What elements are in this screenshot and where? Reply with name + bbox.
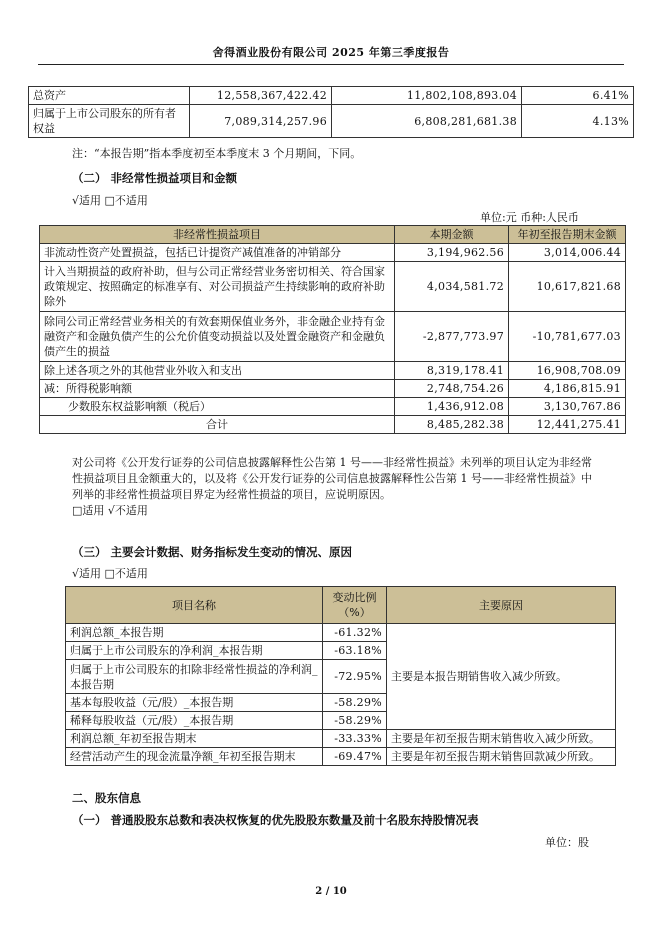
table-row bbox=[29, 87, 634, 105]
report-header-title: 舍得酒业股份有限公司 2025 年第三季度报告 bbox=[212, 46, 450, 59]
ratio-header-line2: （%） bbox=[338, 606, 371, 619]
col-header-current: 本期金额 bbox=[395, 226, 509, 244]
current-amount: -2,877,773.97 bbox=[395, 312, 509, 362]
item-cell: 利润总额_本报告期 bbox=[66, 624, 323, 642]
col-header-ratio bbox=[323, 587, 387, 624]
current-value: 7,089,314,257.96 bbox=[190, 105, 332, 138]
ratio-cell: -61.32% bbox=[323, 624, 387, 642]
merged-reason-cell: 主要是本报告期销售收入减少所致。 bbox=[387, 624, 616, 730]
col-header-ytd: 年初至报告期末金额 bbox=[509, 226, 626, 244]
col-header-item: 非经常性损益项目 bbox=[40, 226, 395, 244]
ratio-cell: -58.29% bbox=[323, 712, 387, 730]
ytd-amount: 3,130,767.86 bbox=[509, 398, 626, 416]
disclosure-paragraph bbox=[72, 455, 597, 503]
table-row bbox=[66, 748, 616, 766]
col-header-reason: 主要原因 bbox=[387, 587, 616, 624]
col-header-item: 项目名称 bbox=[66, 587, 323, 624]
change-value: 4.13% bbox=[522, 105, 634, 138]
item-cell: 除同公司正常经营业务相关的有效套期保值业务外，非金融企业持有金融资产和金融负债产生的公允价值变动损益以及处置金融资产和金融负债产生的损益 bbox=[40, 312, 395, 362]
item-cell: 利润总额_年初至报告期末 bbox=[66, 730, 323, 748]
item-cell: 基本每股收益（元/股）_本报告期 bbox=[66, 694, 323, 712]
applicability-mark: √适用 □不适用 bbox=[72, 567, 148, 580]
subsection-title-shareholders: （一） 普通股股东总数和表决权恢复的优先股股东数量及前十名股东持股情况表 bbox=[72, 813, 479, 827]
current-amount: 4,034,581.72 bbox=[395, 262, 509, 312]
item-cell: 经营活动产生的现金流量净额_年初至报告期末 bbox=[66, 748, 323, 766]
ytd-amount: 4,186,815.91 bbox=[509, 380, 626, 398]
item-cell: 归属于上市公司股东的扣除非经常性损益的净利润_本报告期 bbox=[66, 660, 323, 694]
current-value: 12,558,367,422.42 bbox=[190, 87, 332, 105]
row-label: 归属于上市公司股东的所有者权益 bbox=[29, 105, 190, 138]
nonrecurring-items-table bbox=[39, 225, 626, 434]
unit-label: 单位：股 bbox=[545, 836, 589, 849]
table-header-row bbox=[40, 226, 626, 244]
item-cell: 稀释每股收益（元/股）_本报告期 bbox=[66, 712, 323, 730]
table-header-row bbox=[66, 587, 616, 624]
reason-cell: 主要是年初至报告期末销售回款减少所致。 bbox=[387, 748, 616, 766]
indicator-changes-table bbox=[65, 586, 616, 766]
ratio-cell: -63.18% bbox=[323, 642, 387, 660]
section-title-shareholders: 二、股东信息 bbox=[72, 791, 141, 805]
ratio-cell: -72.95% bbox=[323, 660, 387, 694]
current-amount: 2,748,754.26 bbox=[395, 380, 509, 398]
current-amount: 8,319,178.41 bbox=[395, 362, 509, 380]
item-cell: 计入当期损益的政府补助，但与公司正常经营业务密切相关、符合国家政策规定、按照确定的标准享有、对公司损益产生持续影响的政府补助除外 bbox=[40, 262, 395, 312]
period-note: 注：“本报告期”指本季度初至本季度末 3 个月期间，下同。 bbox=[72, 147, 362, 160]
table-row bbox=[40, 362, 626, 380]
unit-currency-label: 单位:元 币种:人民币 bbox=[480, 211, 579, 224]
item-cell: 除上述各项之外的其他营业外收入和支出 bbox=[40, 362, 395, 380]
item-cell: 减：所得税影响额 bbox=[40, 380, 395, 398]
total-label: 合计 bbox=[40, 416, 395, 434]
table-row bbox=[40, 312, 626, 362]
previous-value: 6,808,281,681.38 bbox=[332, 105, 522, 138]
item-cell: 非流动性资产处置损益，包括已计提资产减值准备的冲销部分 bbox=[40, 244, 395, 262]
total-current-amount: 8,485,282.38 bbox=[395, 416, 509, 434]
balance-summary-table bbox=[28, 86, 634, 138]
applicability-mark: □适用 √不适用 bbox=[72, 504, 148, 517]
ratio-cell: -58.29% bbox=[323, 694, 387, 712]
current-amount: 1,436,912.08 bbox=[395, 398, 509, 416]
ytd-amount: -10,781,677.03 bbox=[509, 312, 626, 362]
previous-value: 11,802,108,893.04 bbox=[332, 87, 522, 105]
change-value: 6.41% bbox=[522, 87, 634, 105]
ratio-cell: -33.33% bbox=[323, 730, 387, 748]
section-title-changes: （三） 主要会计数据、财务指标发生变动的情况、原因 bbox=[72, 545, 353, 559]
item-cell: 少数股东权益影响额（税后） bbox=[40, 398, 395, 416]
paragraph-text: 对公司将《公开发行证券的公司信息披露解释性公告第 1 号——非经常性损益》未列举的项目认定为非经常性损益项目且金额重大的，以及将《公开发行证券的公司信息披露解释性公告第 1 号——非经常性损益》中列举的非经常性损益项目界定为经常性损益的项目，应说明原因。 bbox=[72, 456, 592, 501]
reason-cell: 主要是年初至报告期末销售收入减少所致。 bbox=[387, 730, 616, 748]
page-number: 2 / 10 bbox=[315, 886, 347, 897]
table-row bbox=[40, 262, 626, 312]
applicability-mark: √适用 □不适用 bbox=[72, 194, 148, 207]
table-row bbox=[40, 398, 626, 416]
table-row bbox=[66, 730, 616, 748]
ytd-amount: 16,908,708.09 bbox=[509, 362, 626, 380]
table-row bbox=[40, 244, 626, 262]
current-amount: 3,194,962.56 bbox=[395, 244, 509, 262]
total-ytd-amount: 12,441,275.41 bbox=[509, 416, 626, 434]
ratio-header-line1: 变动比例 bbox=[332, 591, 377, 604]
ytd-amount: 10,617,821.68 bbox=[509, 262, 626, 312]
table-total-row bbox=[40, 416, 626, 434]
table-row bbox=[29, 105, 634, 138]
item-cell: 归属于上市公司股东的净利润_本报告期 bbox=[66, 642, 323, 660]
ytd-amount: 3,014,006.44 bbox=[509, 244, 626, 262]
section-title-nonrecurring: （二） 非经常性损益项目和金额 bbox=[72, 171, 238, 185]
ratio-cell: -69.47% bbox=[323, 748, 387, 766]
table-row bbox=[40, 380, 626, 398]
table-row bbox=[66, 624, 616, 642]
header-divider bbox=[38, 64, 624, 65]
row-label: 总资产 bbox=[29, 87, 190, 105]
